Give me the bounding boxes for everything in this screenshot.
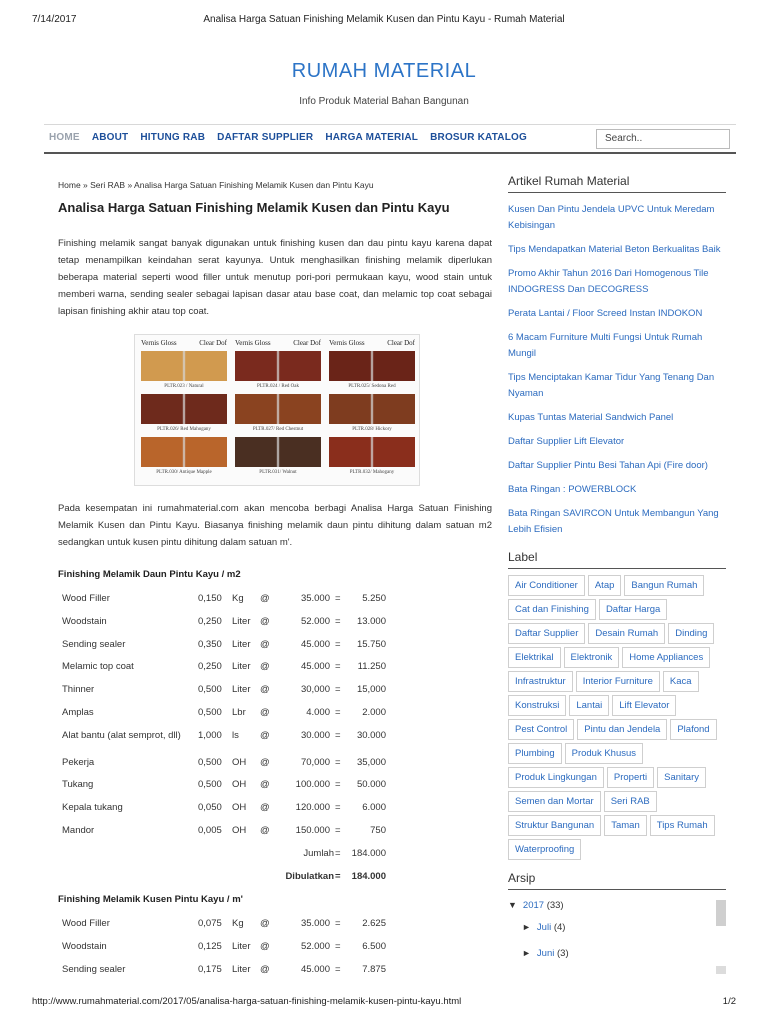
arsip-year-count: (33)	[546, 900, 564, 911]
cell-at: @	[260, 661, 270, 673]
label-tag[interactable]: Bangun Rumah	[624, 575, 704, 596]
label-tag[interactable]: Pintu dan Jendela	[577, 719, 667, 740]
cell-eq: =	[335, 593, 341, 604]
cell-name: Amplas	[62, 706, 94, 718]
wood-swatch	[141, 437, 227, 467]
cell-name: Tukang	[62, 779, 94, 791]
cell-unit: Lbr	[232, 706, 246, 718]
swatch-header-clear: Clear Dof	[387, 339, 415, 347]
cell-at: @	[260, 963, 270, 975]
label-tag[interactable]: Pest Control	[508, 719, 574, 740]
cell-total: 5.250	[362, 593, 386, 604]
cell-qty: 0,500	[198, 706, 222, 718]
print-page-title: Analisa Harga Satuan Finishing Melamik Kusen dan Pintu Kayu - Rumah Material	[203, 14, 565, 25]
arsip-list	[508, 900, 726, 980]
cell-total: 15,000	[356, 684, 386, 696]
table-row	[58, 752, 492, 775]
labels-widget-title: Label	[508, 550, 726, 569]
swatch-caption: PLTR.030/ Antique Mapple	[156, 470, 212, 475]
swatch-header-clear: Clear Dof	[199, 339, 227, 347]
cell-unit: Liter	[232, 615, 251, 627]
swatch-caption: PLTR.027/ Red Chestnut	[252, 427, 304, 432]
sidebar	[508, 174, 726, 980]
cell-price: 35.000	[300, 918, 330, 930]
arsip-scrollbar-end[interactable]	[716, 966, 726, 974]
cell-total: 30.000	[356, 729, 386, 741]
cell-price: 52.000	[300, 941, 330, 953]
cell-unit: OH	[232, 802, 247, 814]
label-tag[interactable]: Taman	[604, 815, 647, 836]
cell-qty: 0,500	[198, 684, 222, 696]
table-row	[58, 656, 492, 679]
article-link[interactable]: Bata Ringan : POWERBLOCK	[508, 484, 637, 495]
cell-total: 2.625	[362, 918, 386, 930]
cell-price: 45.000	[300, 638, 330, 650]
dibulatkan-value: 184.000	[351, 870, 386, 882]
cell-name: Thinner	[62, 684, 95, 696]
swatch-column-header	[235, 339, 321, 350]
cell-eq: =	[335, 824, 341, 836]
table-row	[58, 774, 492, 797]
cell-eq: =	[335, 779, 341, 791]
label-tag[interactable]: Cat dan Finishing	[508, 599, 596, 620]
label-tag[interactable]: Lantai	[569, 695, 609, 716]
label-tag[interactable]: Struktur Bangunan	[508, 815, 601, 836]
swatch-header-vernis: Vernis Gloss	[141, 339, 177, 347]
cell-at: @	[260, 779, 270, 791]
table-row	[58, 725, 492, 748]
cell-qty: 0,075	[198, 918, 222, 930]
nav-item-home[interactable]: HOME	[49, 132, 80, 143]
cell-total: 13.000	[356, 615, 386, 627]
cell-name: Pekerja	[62, 756, 95, 768]
label-tag[interactable]: Kaca	[663, 671, 699, 692]
label-tag[interactable]: Infrastruktur	[508, 671, 573, 692]
nav-item-about[interactable]: ABOUT	[91, 132, 129, 143]
cell-total: 6.000	[362, 802, 386, 814]
arsip-month-label[interactable]: Juli	[536, 922, 552, 933]
table-row	[58, 611, 492, 634]
cell-at: @	[260, 615, 270, 627]
cell-unit: Liter	[232, 941, 251, 953]
main-nav	[44, 124, 736, 154]
table1	[58, 588, 492, 843]
table-row	[58, 959, 492, 982]
wood-stain-swatch-image	[134, 334, 420, 486]
wood-swatch	[329, 437, 415, 467]
swatch-column-header	[329, 339, 415, 350]
swatch-caption: PLTR.028/ Hickory	[352, 427, 392, 432]
cell-at: @	[260, 729, 270, 741]
cell-qty: 1,000	[198, 729, 222, 741]
cell-unit: Liter	[232, 638, 251, 650]
cell-at: @	[260, 824, 270, 836]
label-tag[interactable]: Elektrikal	[508, 647, 561, 668]
article-link[interactable]: Tips Menciptakan Kamar Tidur Yang Tenang Dan Nyaman	[508, 372, 715, 399]
cell-qty: 0,175	[198, 963, 222, 975]
table-row	[58, 797, 492, 820]
arsip-month-label[interactable]: Juni	[536, 948, 555, 959]
print-url: http://www.rumahmaterial.com/2017/05/analisa-harga-satuan-finishing-melamik-kusen-pintu-kayu.html	[32, 996, 462, 1007]
cell-name: Melamic top coat	[62, 661, 134, 673]
cell-total: 11.250	[357, 661, 386, 673]
cell-name: Wood Filler	[62, 918, 110, 930]
cell-qty: 0,250	[198, 661, 222, 673]
cell-name: Sending sealer	[62, 963, 126, 975]
cell-name: Woodstain	[62, 615, 107, 627]
cell-price: 150.000	[295, 824, 330, 836]
swatch-column	[235, 339, 321, 479]
nav-item-hitung-rab[interactable]: HITUNG RAB	[140, 132, 206, 143]
cell-unit: OH	[232, 779, 247, 791]
label-tag[interactable]: Waterproofing	[508, 839, 581, 860]
cell-at: @	[260, 756, 270, 768]
wood-swatch	[235, 351, 321, 381]
label-tag[interactable]: Plafond	[670, 719, 716, 740]
arsip-year-label[interactable]: 2017	[522, 900, 545, 911]
labels-cloud	[508, 575, 726, 863]
cell-price: 45.000	[300, 963, 330, 975]
label-tag[interactable]: Air Conditioner	[508, 575, 585, 596]
label-tag[interactable]: Elektronik	[564, 647, 620, 668]
nav-list	[49, 132, 539, 143]
cell-price: 100.000	[295, 779, 330, 791]
post-body: Pada kesempatan ini rumahmaterial.com akan mencoba berbagi Analisa Harga Satuan Finishing Melamik Kusen dan Pintu Kayu. Biasanya finishing melamik daun pintu dihitung dalam satuan m2 sedangkan untuk kusen pintu dihitung dalam satuan m'.	[58, 503, 492, 548]
table-row	[58, 634, 492, 657]
cell-unit: Liter	[232, 661, 251, 673]
swatch-caption: PLTR.026/ Red Mahogany	[157, 427, 211, 432]
cell-eq: =	[335, 963, 341, 975]
article-link[interactable]: Kupas Tuntas Material Sandwich Panel	[508, 412, 674, 423]
wood-swatch	[235, 394, 321, 424]
wood-swatch	[141, 351, 227, 381]
label-tag[interactable]: Sanitary	[657, 767, 706, 788]
swatch-caption: PLTR.032/ Mahogany	[349, 470, 395, 475]
label-tag[interactable]: Home Appliances	[622, 647, 710, 668]
cell-price: 30.000	[300, 729, 330, 741]
table-row	[58, 679, 492, 702]
cell-at: @	[260, 706, 270, 718]
cell-price: 120.000	[295, 802, 330, 814]
nav-item-daftar-supplier[interactable]: DAFTAR SUPPLIER	[217, 132, 314, 143]
nav-item-brosur-katalog[interactable]: BROSUR KATALOG	[430, 132, 527, 143]
table-row	[58, 936, 492, 959]
cell-price: 52.000	[300, 615, 330, 627]
cell-price: 70,000	[300, 756, 330, 768]
breadcrumb[interactable]: Home » Seri RAB » Analisa Harga Satuan Finishing Melamik Kusen dan Pintu Kayu	[58, 180, 374, 190]
table1-dibulatkan-row	[58, 866, 492, 889]
print-footer	[32, 996, 736, 1010]
wood-swatch	[141, 394, 227, 424]
label-tag[interactable]: Seri RAB	[604, 791, 657, 812]
swatch-caption: PLTR.023 / Natural	[164, 384, 204, 389]
dibulatkan-eq: =	[335, 870, 341, 882]
jumlah-label: Jumlah	[303, 847, 334, 859]
label-tag[interactable]: Plumbing	[508, 743, 562, 764]
swatch-column-header	[141, 339, 227, 350]
arsip-month-count: (4)	[553, 922, 566, 933]
cell-total: 50.000	[356, 779, 386, 791]
arsip-year-2017[interactable]	[508, 900, 564, 911]
table2-title: Finishing Melamik Kusen Pintu Kayu / m'	[58, 894, 243, 906]
swatch-column	[329, 339, 415, 479]
cell-qty: 0,125	[198, 941, 222, 953]
cell-qty: 0,150	[198, 593, 222, 604]
cell-qty: 0,500	[198, 756, 222, 768]
article-link[interactable]: Kusen Dan Pintu Jendela UPVC Untuk Meredam Kebisingan	[508, 204, 715, 231]
cell-eq: =	[335, 729, 341, 741]
swatch-header-vernis: Vernis Gloss	[329, 339, 365, 347]
cell-eq: =	[335, 615, 341, 627]
cell-name: Mandor	[62, 824, 95, 836]
table-row	[58, 820, 492, 843]
cell-total: 6.500	[362, 941, 386, 953]
cell-unit: Kg	[232, 593, 244, 604]
label-tag[interactable]: Interior Furniture	[576, 671, 660, 692]
label-tag[interactable]: Tips Rumah	[650, 815, 715, 836]
cell-qty: 0,350	[198, 638, 222, 650]
article-link[interactable]: Daftar Supplier Pintu Besi Tahan Api (Fire door)	[508, 460, 708, 471]
arsip-month-count: (3)	[557, 948, 569, 959]
cell-eq: =	[335, 756, 341, 768]
article-link[interactable]: 6 Macam Furniture Multi Fungsi Untuk Rumah Mungil	[508, 332, 703, 359]
cell-total: 35,000	[356, 756, 386, 768]
cell-eq: =	[335, 918, 341, 930]
swatch-header-vernis: Vernis Gloss	[235, 339, 271, 347]
cell-qty: 0,500	[198, 779, 222, 791]
cell-price: 35.000	[300, 593, 330, 604]
cell-name: Woodstain	[62, 941, 107, 953]
cell-total: 7.875	[362, 963, 386, 975]
cell-at: @	[260, 638, 270, 650]
arsip-month-juli[interactable]	[522, 922, 565, 933]
wood-swatch	[329, 351, 415, 381]
cell-name: Sending sealer	[62, 638, 126, 650]
cell-name: Wood Filler	[62, 593, 110, 604]
cell-qty: 0,050	[198, 802, 222, 814]
article-link[interactable]: Tips Mendapatkan Material Beton Berkualitas Baik	[508, 244, 721, 255]
post-intro: Finishing melamik sangat banyak digunakan untuk finishing kusen dan dau pintu kayu karena dapat tetap menampilkan keindahan serat kayunya. Untuk menghasilkan finishing melamik diperlukan beberapa material seperti wood filler untuk menutup pori-pori permukaan kayu, wood stain untuk memberi warna, sending sealer sebagai lapisan dasar atau base coat, dan melamic top coat sebagai lapisan finishing akhir atau top coat.	[58, 238, 492, 317]
cell-eq: =	[335, 706, 341, 718]
cell-unit: Kg	[232, 918, 244, 930]
table2	[58, 913, 492, 981]
swatch-column	[141, 339, 227, 479]
jumlah-value: 184.000	[351, 847, 386, 859]
label-tag[interactable]: Dinding	[668, 623, 714, 644]
wood-swatch	[235, 437, 321, 467]
cell-qty: 0,005	[198, 824, 222, 836]
article-link[interactable]: Promo Akhir Tahun 2016 Dari Homogenous Tile INDOGRESS Dan DECOGRESS	[508, 268, 709, 295]
cell-eq: =	[335, 684, 341, 696]
label-tag[interactable]: Lift Elevator	[612, 695, 676, 716]
arsip-month-juni[interactable]	[522, 948, 569, 959]
cell-total: 2.000	[362, 706, 386, 718]
cell-eq: =	[335, 638, 341, 650]
table-row	[58, 702, 492, 725]
cell-price: 45.000	[300, 661, 330, 673]
cell-total: 15.750	[356, 638, 386, 650]
articles-widget-title: Artikel Rumah Material	[508, 174, 726, 193]
nav-item-harga-material[interactable]: HARGA MATERIAL	[325, 132, 419, 143]
cell-at: @	[260, 684, 270, 696]
cell-unit: ls	[232, 729, 239, 741]
arsip-widget-title: Arsip	[508, 871, 726, 890]
cell-at: @	[260, 802, 270, 814]
cell-price: 4.000	[306, 706, 330, 718]
article-link[interactable]: Perata Lantai / Floor Screed Instan INDOKON	[508, 308, 703, 319]
print-date: 7/14/2017	[32, 14, 77, 25]
post-title: Analisa Harga Satuan Finishing Melamik Kusen dan Pintu Kayu	[58, 200, 450, 215]
dibulatkan-label: Dibulatkan	[285, 870, 334, 882]
cell-qty: 0,250	[198, 615, 222, 627]
site-tagline: Info Produk Material Bahan Bangunan	[299, 96, 469, 107]
cell-eq: =	[335, 941, 341, 953]
label-tag[interactable]: Desain Rumah	[588, 623, 665, 644]
label-tag[interactable]: Atap	[588, 575, 622, 596]
label-tag[interactable]: Semen dan Mortar	[508, 791, 601, 812]
post-content	[58, 180, 492, 982]
collapse-triangle-icon[interactable]: ▼	[508, 900, 517, 910]
label-tag[interactable]: Konstruksi	[508, 695, 566, 716]
table1-jumlah-row	[58, 843, 492, 866]
article-link[interactable]: Bata Ringan SAVIRCON Untuk Membangun Yang Lebih Efisien	[508, 508, 719, 535]
jumlah-eq: =	[335, 847, 341, 859]
cell-at: @	[260, 941, 270, 953]
cell-unit: Liter	[232, 963, 251, 975]
article-link[interactable]: Daftar Supplier Lift Elevator	[508, 436, 625, 447]
table-row	[58, 913, 492, 936]
articles-list	[508, 202, 726, 538]
table-row	[58, 588, 492, 611]
cell-price: 30,000	[300, 684, 330, 696]
cell-at: @	[260, 593, 270, 604]
cell-unit: OH	[232, 824, 247, 836]
expand-triangle-icon[interactable]: ►	[522, 922, 531, 932]
cell-name: Alat bantu (alat semprot, dll)	[62, 729, 181, 741]
label-tag[interactable]: Daftar Supplier	[508, 623, 585, 644]
cell-eq: =	[335, 802, 341, 814]
swatch-caption: PLTR.031/ Walnut	[259, 470, 297, 475]
site-title[interactable]: RUMAH MATERIAL	[291, 60, 477, 82]
cell-at: @	[260, 918, 270, 930]
wood-swatch	[329, 394, 415, 424]
swatch-header-clear: Clear Dof	[293, 339, 321, 347]
label-tag[interactable]: Properti	[607, 767, 654, 788]
cell-total: 750	[370, 824, 386, 836]
table1-title: Finishing Melamik Daun Pintu Kayu / m2	[58, 569, 241, 580]
print-header	[32, 14, 736, 28]
arsip-scrollbar[interactable]	[716, 900, 726, 926]
label-tag[interactable]: Daftar Harga	[599, 599, 667, 620]
cell-name: Kepala tukang	[62, 802, 123, 814]
swatch-caption: PLTR.025/ Sedona Red	[348, 384, 396, 389]
expand-triangle-icon[interactable]: ►	[522, 948, 531, 958]
label-tag[interactable]: Produk Khusus	[565, 743, 643, 764]
swatch-caption: PLTR.024 / Red Oak	[256, 384, 300, 389]
label-tag[interactable]: Produk Lingkungan	[508, 767, 604, 788]
print-page-number: 1/2	[722, 996, 736, 1007]
cell-eq: =	[335, 661, 341, 673]
cell-unit: OH	[232, 756, 247, 768]
search-input[interactable]: Search..	[596, 129, 730, 149]
cell-unit: Liter	[232, 684, 251, 696]
